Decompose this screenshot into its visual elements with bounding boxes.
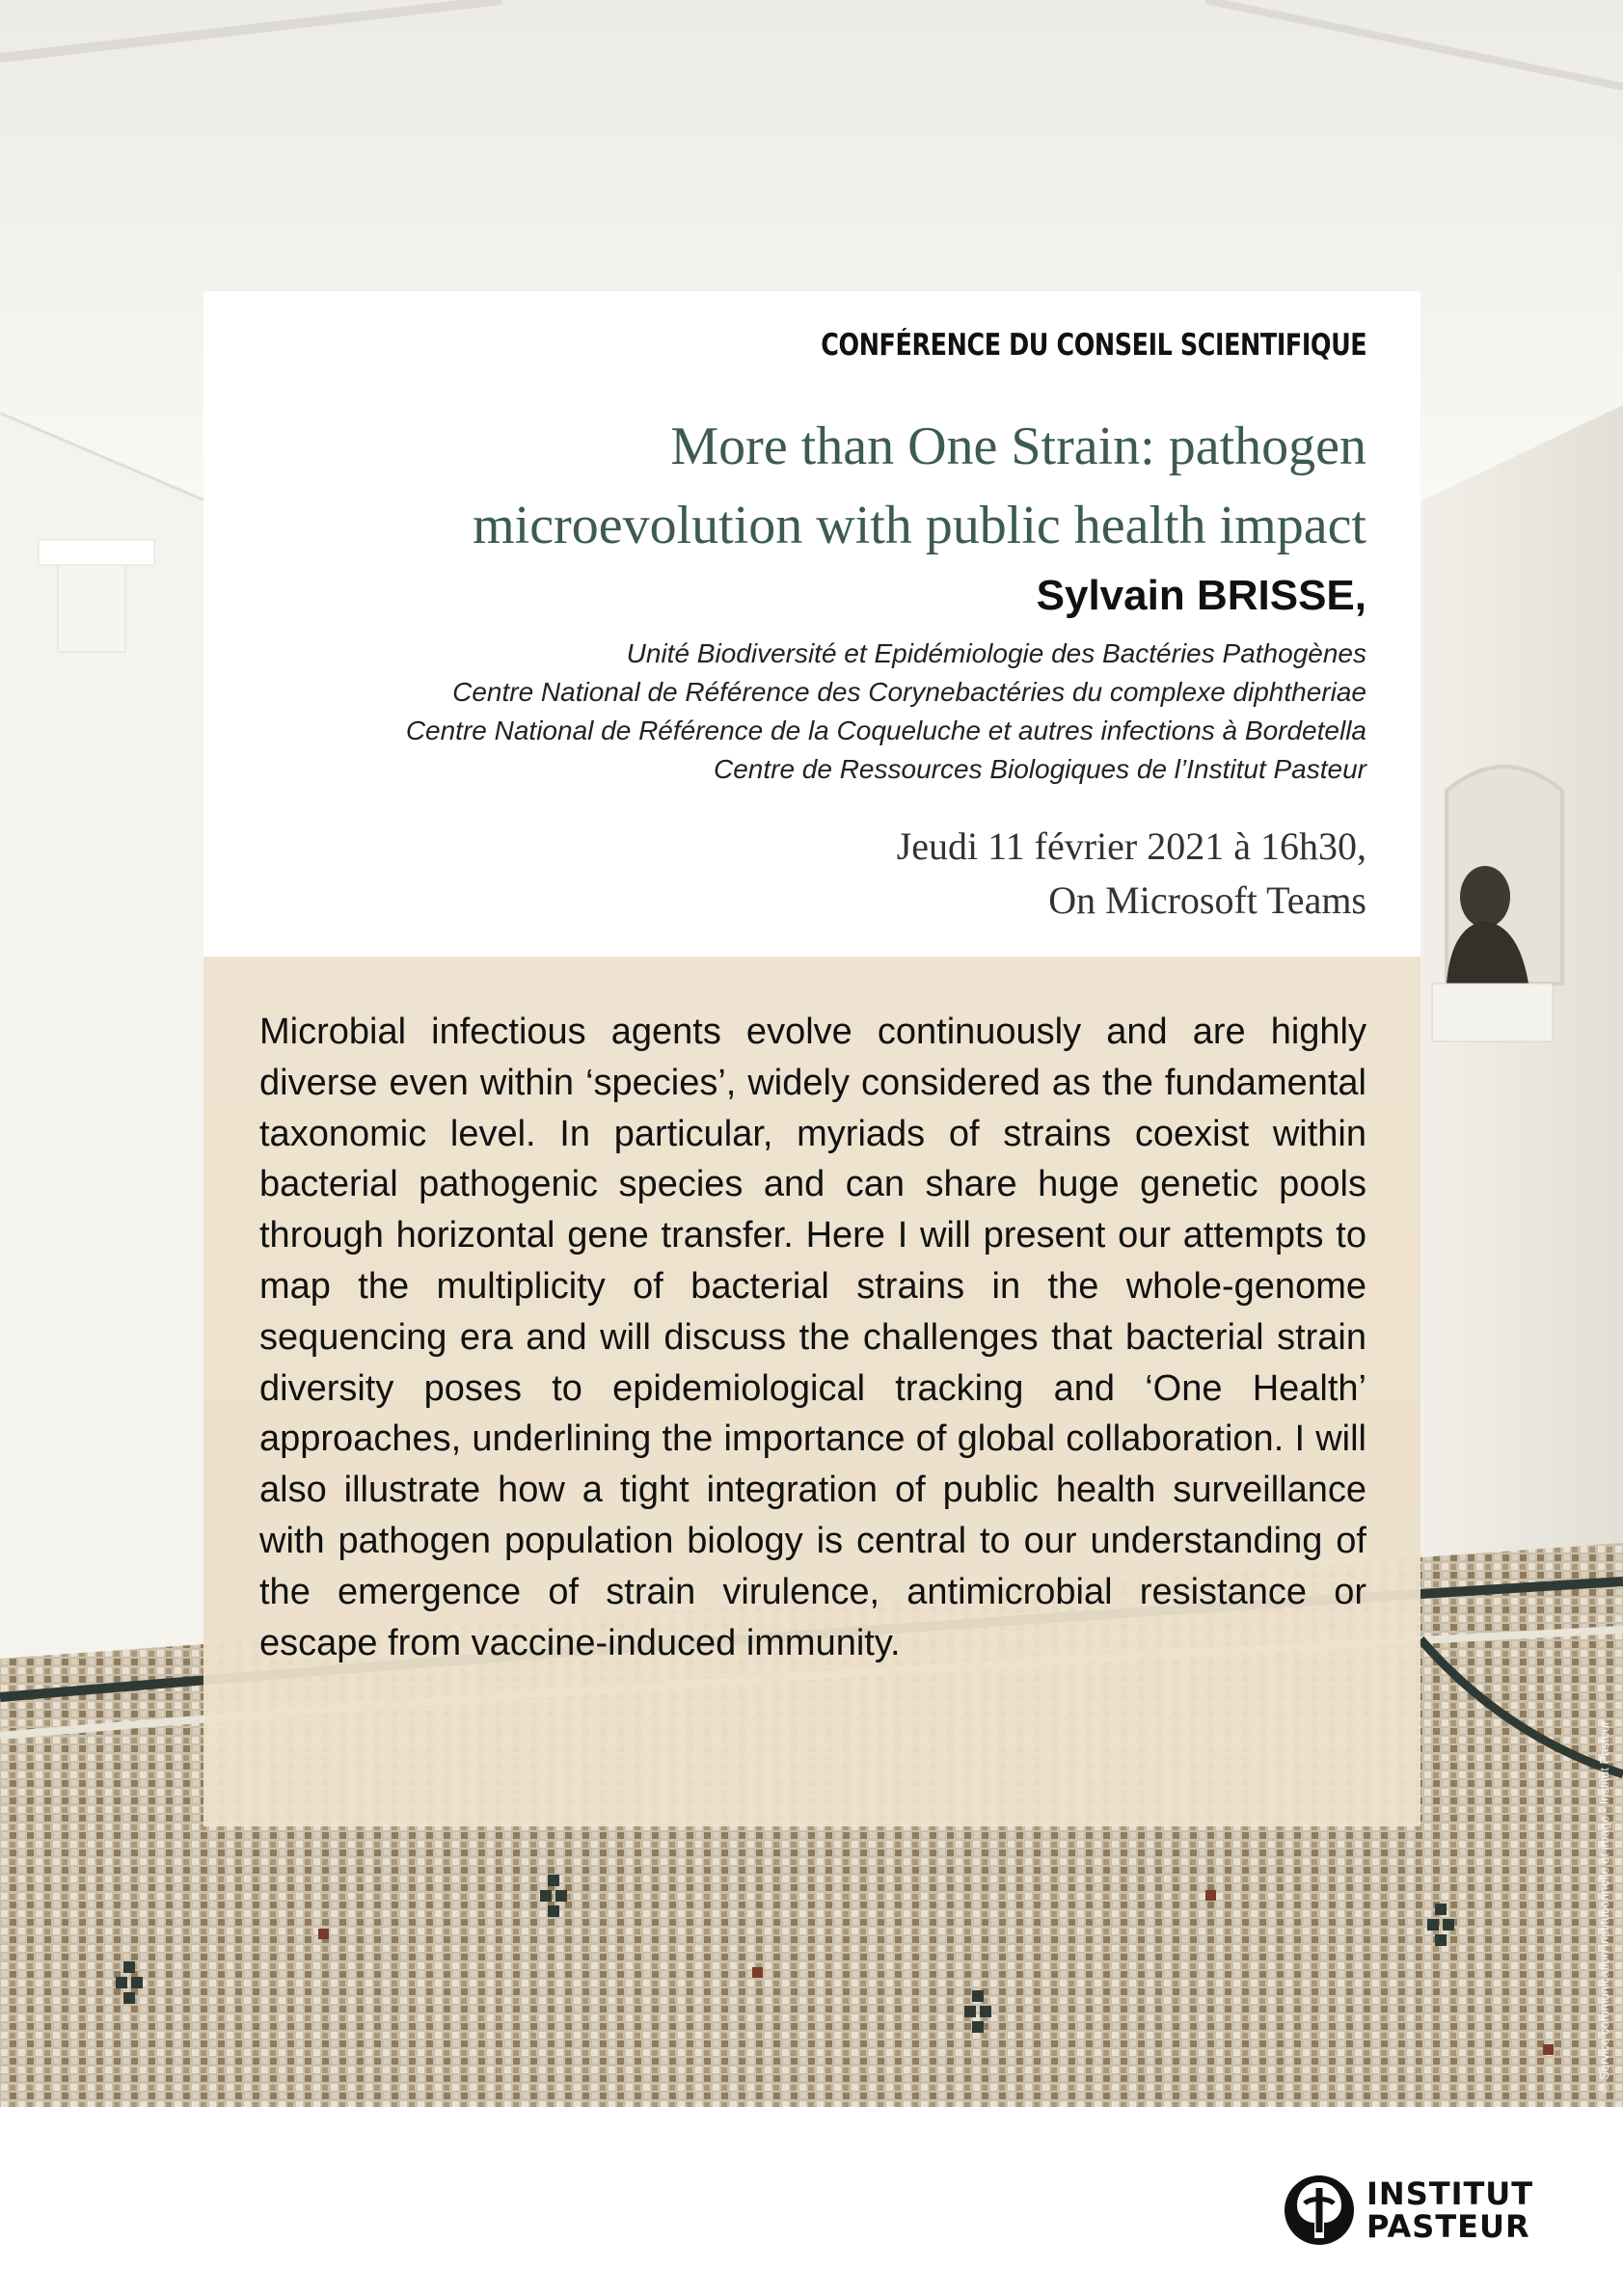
institut-pasteur-emblem-icon bbox=[1284, 2174, 1355, 2246]
speaker-name: Sylvain BRISSE, bbox=[1036, 572, 1366, 619]
event-location: On Microsoft Teams bbox=[1048, 878, 1366, 922]
event-details bbox=[897, 820, 1366, 928]
event-series-label: CONFÉRENCE DU CONSEIL SCIENTIFIQUE bbox=[820, 328, 1366, 363]
affiliation-list bbox=[406, 635, 1366, 789]
affiliation-item: Centre de Ressources Biologiques de l’Institut Pasteur bbox=[713, 754, 1366, 784]
institut-pasteur-logo bbox=[1284, 2174, 1533, 2246]
affiliation-item: Centre National de Référence des Corynebactéries du complexe diphtheriae bbox=[452, 677, 1366, 707]
event-date: Jeudi 11 février 2021 à 16h30, bbox=[896, 824, 1366, 868]
talk-title-line: microevolution with public health impact bbox=[473, 496, 1366, 555]
affiliation-item: Centre National de Référence de la Coqueluche et autres infections à Bordetella bbox=[405, 716, 1366, 745]
logo-wordmark bbox=[1366, 2177, 1533, 2243]
logo-line: PASTEUR bbox=[1366, 2208, 1530, 2245]
talk-title-line: More than One Strain: pathogen bbox=[670, 417, 1366, 476]
photo-credit: © Service communication institutionnelle et image - Institut Pasteur bbox=[1597, 1720, 1611, 2093]
header-card bbox=[203, 291, 1420, 957]
logo-line: INSTITUT bbox=[1366, 2175, 1534, 2212]
abstract-text: Microbial infectious agents evolve continuously and are highly diverse even within ‘species’, widely considered as the fundamental taxonomic level. In particular, myriads of strains coexist within bacterial pathogenic species and can share huge genetic pools through horizontal gene transfer. Here I will present our attempts to map the multiplicity of bacterial strains in the whole-genome sequencing era and will discuss the challenges that bacterial strain diversity poses to epidemiological tracking and ‘One Health’ approaches, underlining the importance of global collaboration. I will also illustrate how a tight integration of public health surveillance with pathogen population biology is central to our understanding of the emergence of strain virulence, antimicrobial resistance or escape from vaccine-induced immunity. bbox=[259, 1012, 1366, 1663]
abstract-card bbox=[203, 957, 1420, 1826]
affiliation-item: Unité Biodiversité et Epidémiologie des Bactéries Pathogènes bbox=[626, 638, 1366, 668]
talk-title bbox=[257, 407, 1366, 565]
